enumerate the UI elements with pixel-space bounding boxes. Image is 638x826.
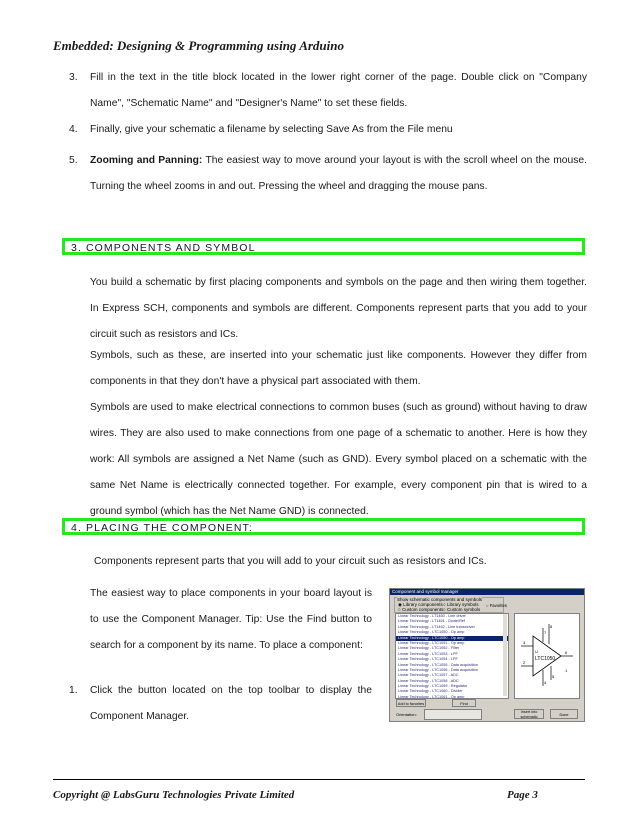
- list-item[interactable]: Linear Technology - LTC1053 - LPF: [398, 651, 458, 656]
- add-to-favorites-button[interactable]: Add to favorites: [396, 699, 426, 707]
- list-item[interactable]: Linear Technology - LTC1056 - Data acquisition: [398, 667, 478, 672]
- pin-label: 8: [550, 624, 553, 629]
- pin-label: 7: [544, 630, 547, 635]
- step-number: 3.: [69, 72, 78, 83]
- list-item[interactable]: Linear Technology - LTC1054 - LPF: [398, 657, 458, 662]
- done-button[interactable]: Done: [550, 709, 578, 719]
- part-name: LTC1050: [535, 656, 556, 662]
- footer-rule: [53, 779, 585, 780]
- pin-label: 4: [544, 680, 547, 685]
- component-list[interactable]: [395, 613, 509, 699]
- pin-label: 2: [523, 660, 526, 665]
- list-item[interactable]: Linear Technology - LTC1060 - Divider: [398, 689, 463, 694]
- pin-label: 5: [552, 674, 555, 679]
- list-item[interactable]: Linear Technology - LTC1061 - Op amp: [398, 694, 465, 699]
- radio-library-symbols[interactable]: ○ Library symbols: [443, 602, 479, 607]
- page-header: Embedded: Designing & Programming using Arduino: [53, 38, 344, 53]
- paragraph: You build a schematic by first placing components and symbols on the page and then wiring them together. In Express SCH, components and symbols are different. Components represent parts that you add to your circuit such as resistors and ICs.: [90, 277, 587, 340]
- part-preview: [514, 613, 580, 699]
- footer-copyright: Copyright @ LabsGuru Technologies Private Limited: [53, 789, 295, 801]
- list-item[interactable]: Linear Technology - LT1460 - Line driver: [398, 614, 466, 618]
- paragraph: Symbols are used to make electrical connections to common buses (such as ground) without having to draw wires. They are also used to make connections from one page of a schematic to another. Here is how they work: All symbols are assigned a Net Name (such as GND). Every symbol placed on a schematic with the same Net Name is electrically connected together. For example, every component pin that is wired to a ground symbol (which has the Net Name GND) is connected.: [90, 402, 587, 517]
- orientation-label: Orientation:: [396, 712, 417, 717]
- section-heading-bar: [62, 238, 585, 255]
- section-heading: 4. PLACING THE COMPONENT:: [71, 522, 253, 534]
- op-amp-symbol-icon: [515, 614, 579, 698]
- list-item[interactable]: Linear Technology - LTC1052 - Filter: [398, 646, 460, 651]
- step-text: [90, 148, 587, 200]
- step-number: 5.: [69, 155, 78, 166]
- section-heading-bar: [62, 518, 585, 535]
- paragraph: The easiest way to place components in your board layout is to use the Component Manager. Tip: Use the Find button to search for a component by its name. To place a component:: [90, 588, 372, 651]
- list-item[interactable]: Linear Technology - LTC1059 - Regulator: [398, 684, 468, 689]
- paragraph: Components represent parts that you will add to your circuit such as resistors and ICs.: [94, 556, 487, 567]
- component-manager-dialog: [389, 588, 585, 722]
- pin-label: 6: [565, 650, 568, 655]
- step-number: 4.: [69, 124, 78, 135]
- list-item[interactable]: Linear Technology - LTC1058 - ADC: [398, 678, 459, 683]
- list-item[interactable]: Linear Technology - LTC1057 - ADC: [398, 673, 459, 678]
- pin-label: 3: [523, 640, 526, 645]
- insert-into-schematic-button[interactable]: Insert into schematic: [514, 709, 544, 719]
- list-item[interactable]: Linear Technology - LT1462 - Line transceiver: [398, 624, 475, 629]
- orientation-buttons[interactable]: [424, 709, 482, 720]
- dialog-title: Component and symbol manager: [390, 589, 584, 595]
- paragraph: Symbols, such as these, are inserted into your schematic just like components. However they differ from components in that they don't have a physical part associated with them.: [90, 350, 587, 387]
- list-item[interactable]: Linear Technology - LTC1051 - Op amp: [398, 640, 465, 645]
- page-number: Page 3: [507, 789, 538, 801]
- part-letter: U: [535, 649, 538, 654]
- list-item[interactable]: Linear Technology - LTC1055 - Data acquisition: [398, 662, 478, 667]
- list-item[interactable]: Linear Technology - LT1461 - Diode/Ref: [398, 619, 465, 624]
- step-body: The easiest way to move around your layout is with the scroll wheel on the mouse. Turning the wheel zooms in and out. Pressing the wheel and dragging the mouse pans.: [90, 155, 587, 192]
- step-text: Click the button located on the top toolbar to display the Component Manager.: [90, 685, 372, 722]
- section-heading: 3. COMPONENTS AND SYMBOL: [71, 242, 256, 254]
- step-number: 1.: [69, 685, 78, 696]
- step-text: Fill in the text in the title block located in the lower right corner of the page. Double click on "Company Name", "Schematic Name" and "Designer's Name" to set these fields.: [90, 72, 587, 109]
- list-item[interactable]: Linear Technology - LTC1050 - Op amp: [398, 630, 465, 635]
- radio-custom-symbols[interactable]: ○ Custom symbols: [443, 607, 481, 612]
- find-button[interactable]: Find: [452, 699, 476, 707]
- radio-library-components[interactable]: ◉ Library components: [398, 602, 443, 607]
- radio-favorites[interactable]: ○ Favorites: [486, 603, 507, 608]
- step-text: Finally, give your schematic a filename by selecting Save As from the File menu: [90, 124, 453, 135]
- pin-label: 1: [565, 668, 568, 673]
- radio-custom-components[interactable]: ○ Custom components: [398, 607, 444, 612]
- step-bold-label: Zooming and Panning:: [90, 155, 203, 166]
- group-label: Show schematic components and symbols: [397, 597, 483, 602]
- list-item-selected[interactable]: Linear Technology - LTC1050 - Op amp: [396, 636, 508, 641]
- list-scrollbar[interactable]: [503, 614, 507, 696]
